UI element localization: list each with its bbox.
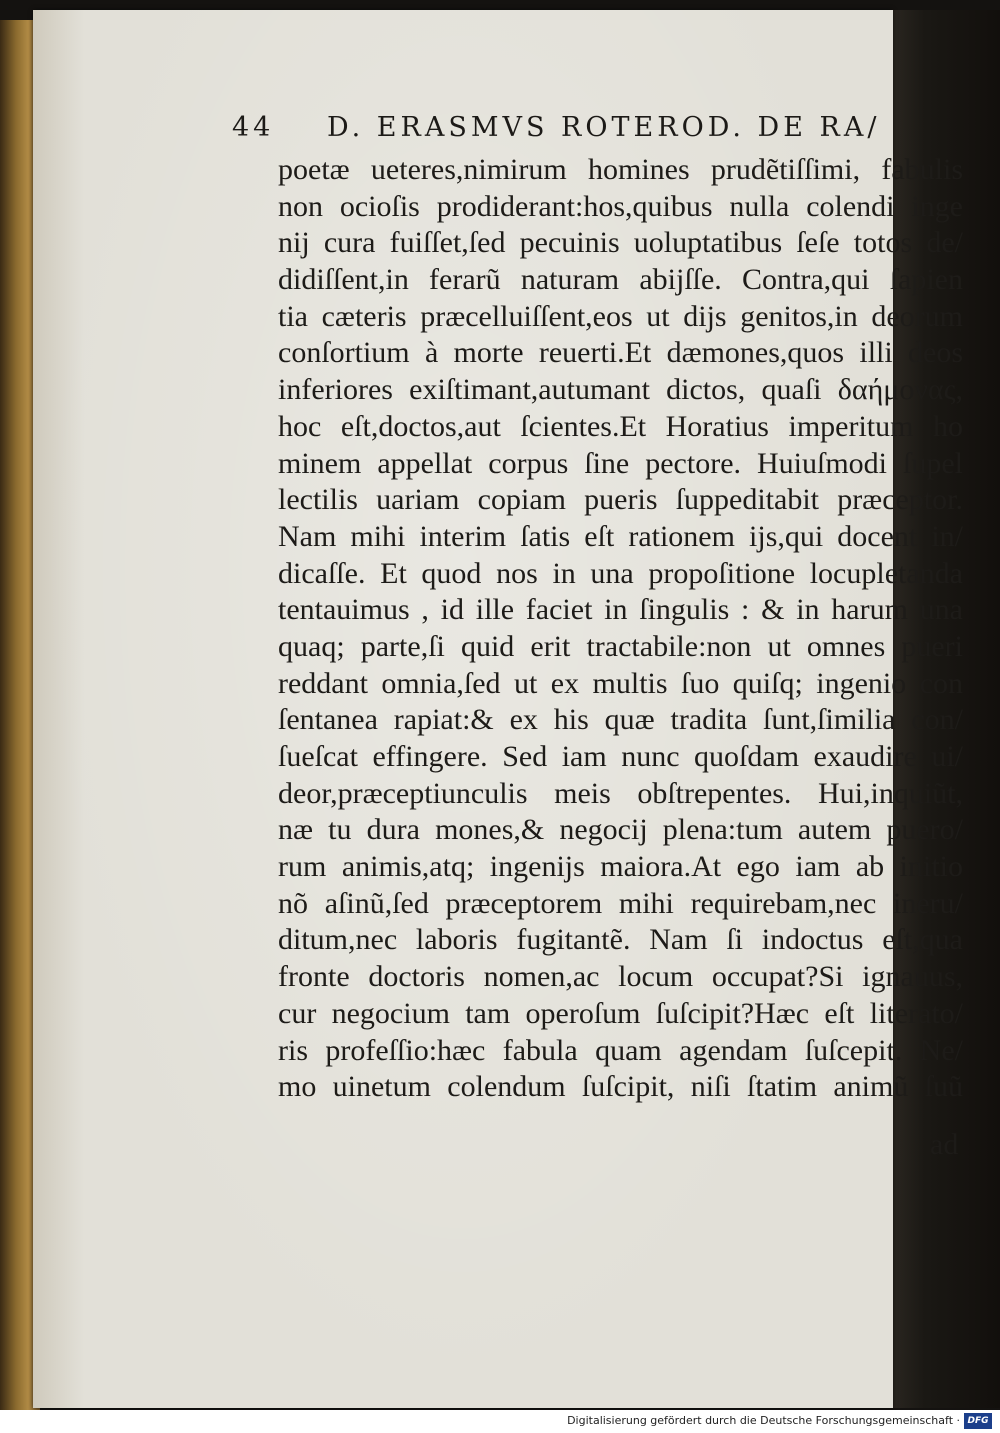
page-number: 44	[232, 112, 275, 143]
text-line: cur negocium tam operoſum ſuſcipit?Hæc eſt literato/	[278, 996, 963, 1030]
text-line: ſentanea rapiat:& ex his quæ tradita ſunt,ſimilia con/	[278, 703, 963, 737]
text-line: ſueſcat effingere. Sed iam nunc quoſdam exaudire ui/	[278, 740, 963, 773]
text-line: tia cæteris præcelluiſſent,eos ut dijs genitos,in deorum	[278, 299, 963, 333]
text-line: ris profeſſio:hæc fabula quam agendam ſuſcepit. Ne/	[278, 1033, 963, 1067]
text-line: conſortium à morte reuerti.Et dæmones,quos illi deos	[278, 336, 963, 370]
text-line: lectilis uariam copiam pueris ſuppeditabit præceptor.	[278, 483, 963, 517]
text-line: tentauimus , id ille faciet in ſingulis : & in harum una	[278, 593, 963, 627]
text-line: ditum,nec laboris fugitantẽ. Nam ſi indoctus eſt,qua	[278, 923, 963, 957]
text-line: poetæ ueteres,nimirum homines prudẽtiſſimi, fabulis	[278, 153, 963, 186]
text-line: reddant omnia,ſed ut ex multis ſuo quiſq; ingenio con	[278, 666, 963, 700]
text-line: rum animis,atq; ingenijs maiora.At ego iam ab initio	[278, 850, 963, 884]
running-title: D. ERASMVS ROTEROD. DE RA/	[326, 112, 881, 143]
footer-bar	[0, 1410, 1000, 1433]
text-line: mo uinetum colendum ſuſcipit, niſi ſtatim animũ ſuũ	[278, 1070, 963, 1104]
catchword: ad	[930, 1128, 959, 1161]
text-line: deor,præceptiunculis meis obſtrepentes. Hui,inquiũt,	[278, 776, 963, 810]
text-line: dicaſſe. Et quod nos in una propoſitione locupletanda	[278, 556, 963, 590]
text-line: nõ aſinũ,ſed præceptorem mihi requirebam,nec ineru/	[278, 886, 963, 920]
running-header	[232, 112, 922, 152]
text-line: Nam mihi interim ſatis eſt rationem ijs,qui docent in/	[278, 519, 963, 553]
text-line: nij cura fuiſſet,ſed pecuinis uoluptatibus ſeſe totos de/	[278, 226, 963, 260]
text-line: non ocioſis prodiderant:hos,quibus nulla colendi inge	[278, 189, 963, 223]
body-text	[278, 152, 963, 1106]
text-line: inferiores exiſtimant,autumant dictos, quaſi δαήμονας,	[278, 373, 963, 407]
text-line: didiſſent,in ferarũ naturam abijſſe. Contra,qui ſapien	[278, 263, 963, 297]
text-line: minem appellat corpus ſine pectore. Huiuſmodi ſupel	[278, 446, 963, 480]
footer-credit: Digitalisierung gefördert durch die Deutsche Forschungsgemeinschaft ·	[567, 1414, 960, 1427]
text-line: fronte doctoris nomen,ac locum occupat?Si ignauus,	[278, 960, 963, 994]
dfg-logo: DFG	[964, 1413, 992, 1429]
text-line: hoc eſt,doctos,aut ſcientes.Et Horatius imperitum ho	[278, 409, 963, 443]
text-line: næ tu dura mones,& negocij plena:tum autem puero/	[278, 813, 963, 847]
text-line: quaq; parte,ſi quid erit tractabile:non ut omnes pueri	[278, 629, 963, 663]
